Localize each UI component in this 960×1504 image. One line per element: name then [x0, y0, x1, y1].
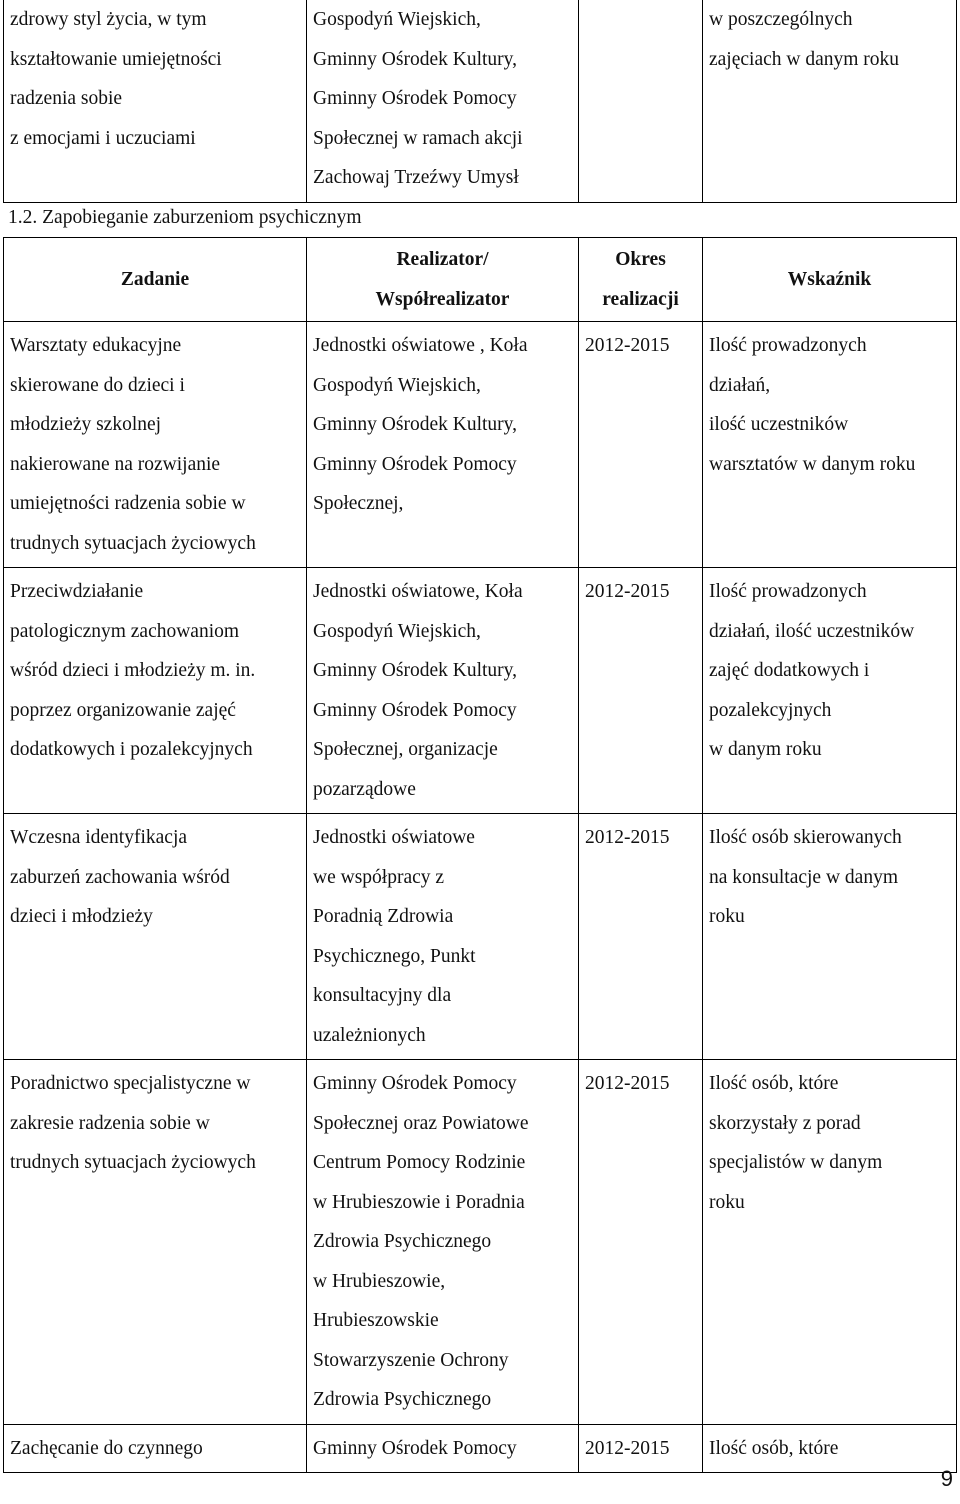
cell-line: Gminny Ośrodek Pomocy — [313, 1073, 517, 1094]
cell-line: Ilość osób, które — [709, 1437, 839, 1459]
task-cell — [4, 322, 307, 568]
header-indicator — [703, 238, 957, 322]
cell-line: Poradnią Zdrowia — [313, 906, 454, 927]
indicator-cell — [703, 322, 957, 568]
cell-line: zdrowy styl życia, w tym — [10, 9, 207, 30]
cell-line: 2012-2015 — [585, 335, 670, 356]
indicator-cell — [703, 568, 957, 814]
partner-cell — [307, 1060, 579, 1425]
continuation-task-cell — [4, 0, 307, 202]
cell-line: ilość uczestników — [709, 414, 849, 435]
task-cell — [4, 1060, 307, 1425]
cell-line: Gminny Ośrodek Pomocy — [313, 699, 517, 721]
indicator-cell — [703, 814, 957, 1060]
cell-line: Zdrowia Psychicznego — [313, 1231, 492, 1252]
cell-line: działań, ilość uczestników — [709, 620, 915, 642]
cell-line: konsultacyjny dla — [313, 985, 452, 1006]
cell-line: Hrubieszowskie — [313, 1310, 439, 1331]
cell-line: Psychicznego, Punkt — [313, 945, 476, 967]
table-row — [4, 322, 957, 568]
cell-line: Centrum Pomocy Rodzinie — [313, 1152, 526, 1173]
indicator-cell — [703, 1424, 957, 1473]
cell-line: warsztatów w danym roku — [709, 453, 916, 475]
continuation-row — [4, 0, 957, 202]
cell-line: Warsztaty edukacyjne — [10, 335, 182, 356]
cell-line: we współpracy z — [313, 866, 445, 888]
period-cell — [579, 1424, 703, 1473]
cell-line: umiejętności radzenia sobie w — [10, 493, 246, 514]
cell-line: Ilość prowadzonych — [709, 581, 867, 602]
cell-line: zajęć dodatkowych i — [709, 660, 870, 681]
table-row — [4, 1060, 957, 1425]
cell-line: w Hrubieszowie, — [313, 1270, 446, 1292]
cell-line: roku — [709, 906, 745, 927]
cell-line: młodzieży szkolnej — [10, 414, 162, 435]
cell-line: nakierowane na rozwijanie — [10, 453, 221, 475]
cell-line: pozalekcyjnych — [709, 699, 832, 721]
cell-line: Gospodyń Wiejskich, — [313, 374, 481, 396]
cell-line: trudnych sytuacjach życiowych — [10, 1152, 256, 1173]
cell-line: Gospodyń Wiejskich, — [313, 9, 481, 30]
cell-line: Jednostki oświatowe , Koła — [313, 335, 528, 356]
tasks-table — [3, 237, 957, 1473]
cell-line: zajęciach w danym roku — [709, 48, 900, 70]
header-task-label: Zadanie — [120, 268, 190, 290]
header-indicator-label: Wskaźnik — [787, 268, 872, 290]
cell-line: Jednostki oświatowe — [313, 827, 475, 848]
cell-line: Poradnictwo specjalistyczne w — [10, 1073, 251, 1094]
cell-line: Zachęcanie do czynnego — [10, 1437, 203, 1459]
cell-line: Społecznej, — [313, 493, 404, 514]
cell-line: w danym roku — [709, 739, 822, 760]
cell-line: Gminny Ośrodek Kultury, — [313, 48, 518, 70]
partner-cell — [307, 322, 579, 568]
cell-line: Społecznej oraz Powiatowe — [313, 1112, 529, 1134]
indicator-cell — [703, 1060, 957, 1425]
cell-line: 2012-2015 — [585, 581, 670, 602]
partner-cell — [307, 814, 579, 1060]
header-partner-line: Realizator/ — [396, 249, 489, 270]
cell-line: zaburzeń zachowania wśród — [10, 866, 230, 888]
cell-line: uzależnionych — [313, 1024, 426, 1046]
cell-line: 2012-2015 — [585, 1437, 670, 1459]
partner-cell — [307, 568, 579, 814]
continuation-partner-cell — [307, 0, 579, 202]
period-cell — [579, 814, 703, 1060]
cell-line: roku — [709, 1191, 745, 1213]
cell-line: pozarządowe — [313, 778, 416, 800]
cell-line: Ilość osób, które — [709, 1073, 839, 1094]
period-cell — [579, 568, 703, 814]
cell-line: Gminny Ośrodek Pomocy — [313, 453, 517, 475]
continuation-indicator-cell — [703, 0, 957, 202]
cell-line: Jednostki oświatowe, Koła — [313, 581, 523, 602]
cell-line: Gminny Ośrodek Pomocy — [313, 88, 517, 109]
header-partner — [307, 238, 579, 322]
cell-line: z emocjami i uczuciami — [10, 127, 196, 149]
period-cell — [579, 1060, 703, 1425]
cell-line: Zachowaj Trzeźwy Umysł — [313, 167, 519, 188]
cell-line: specjalistów w danym — [709, 1152, 883, 1173]
cell-line: skorzystały z porad — [709, 1112, 861, 1134]
cell-line: kształtowanie umiejętności — [10, 48, 222, 70]
table-header-row — [4, 238, 957, 322]
header-period-line: Okres — [615, 249, 666, 270]
header-task — [4, 238, 307, 322]
cell-line: działań, — [709, 374, 771, 396]
partner-cell — [307, 1424, 579, 1473]
task-cell — [4, 568, 307, 814]
cell-line: Ilość prowadzonych — [709, 335, 867, 356]
cell-line: trudnych sytuacjach życiowych — [10, 532, 256, 554]
table-row — [4, 568, 957, 814]
cell-line: Gminny Ośrodek Kultury, — [313, 660, 518, 681]
header-period-line: realizacji — [602, 288, 679, 310]
cell-line: na konsultacje w danym — [709, 866, 898, 888]
task-cell — [4, 814, 307, 1060]
header-period — [579, 238, 703, 322]
cell-line: w poszczególnych — [709, 9, 853, 30]
task-cell — [4, 1424, 307, 1473]
period-cell — [579, 322, 703, 568]
cell-line: dzieci i młodzieży — [10, 906, 153, 927]
cell-line: Zdrowia Psychicznego — [313, 1389, 492, 1410]
cell-line: w Hrubieszowie i Poradnia — [313, 1191, 525, 1213]
continuation-period-cell — [579, 0, 703, 202]
header-partner-line: Współrealizator — [375, 288, 510, 310]
cell-line: 2012-2015 — [585, 1073, 670, 1094]
cell-line: zakresie radzenia sobie w — [10, 1112, 210, 1134]
table-row — [4, 814, 957, 1060]
cell-line: Społecznej, organizacje — [313, 739, 498, 760]
cell-line: poprzez organizowanie zajęć — [10, 699, 236, 721]
cell-line: Stowarzyszenie Ochrony — [313, 1349, 509, 1371]
cell-line: Wczesna identyfikacja — [10, 827, 188, 848]
cell-line: patologicznym zachowaniom — [10, 620, 240, 642]
cell-line: Społecznej w ramach akcji — [313, 127, 523, 149]
page-number: 9 — [940, 1466, 953, 1491]
cell-line: Przeciwdziałanie — [10, 581, 144, 602]
continuation-table — [3, 0, 957, 203]
cell-line: skierowane do dzieci i — [10, 374, 185, 396]
cell-line: radzenia sobie — [10, 88, 123, 109]
cell-line: Gospodyń Wiejskich, — [313, 620, 481, 642]
table-row — [4, 1424, 957, 1473]
cell-line: Gminny Ośrodek Kultury, — [313, 414, 518, 435]
cell-line: dodatkowych i pozalekcyjnych — [10, 739, 253, 760]
cell-line: Ilość osób skierowanych — [709, 827, 902, 848]
section-heading: 1.2. Zapobieganie zaburzeniom psychicznym — [8, 207, 362, 228]
cell-line: wśród dzieci i młodzieży m. in. — [10, 660, 256, 681]
cell-line: Gminny Ośrodek Pomocy — [313, 1437, 517, 1459]
cell-line: 2012-2015 — [585, 827, 670, 848]
